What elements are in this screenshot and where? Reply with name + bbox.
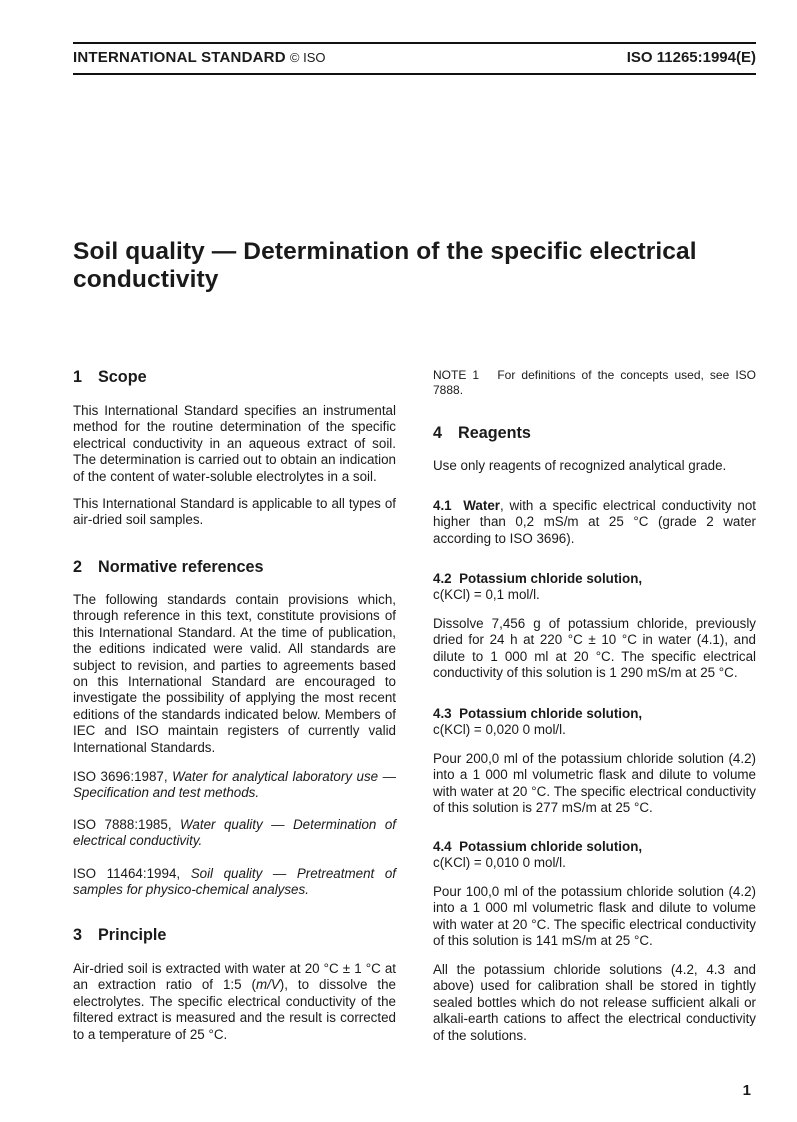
reagent-4-3-text: Pour 200,0 ml of the potassium chloride solution (4.2) into a 1 000 ml volumetric flask and dilute to volume with water at 20 °C. The specific electrical conductivity of this solution is 277 mS/m at 25 °C.	[433, 751, 756, 816]
principle-paragraph: Air-dried soil is extracted with water at 20 °C ± 1 °C at an extraction ratio of 1:5 (m/V), to dissolve the electrolytes. The specific electrical conductivity of the filtered extract is measured and the result is corrected to a temperature of 25 °C.	[73, 961, 396, 1042]
page-header	[73, 49, 756, 71]
reagent-4-4-concentration: c(KCl) = 0,010 0 mol/l.	[433, 855, 566, 870]
reference-item: ISO 3696:1987, Water for analytical laboratory use — Specification and test methods.	[73, 769, 396, 801]
page-number: 1	[742, 1082, 751, 1099]
document-title: Soil quality — Determination of the specific electrical conductivity	[73, 238, 697, 293]
reagent-4-2-heading: 4.2 Potassium chloride solution,	[433, 571, 643, 586]
scope-paragraph-1: This International Standard specifies an instrumental method for the routine determination of the specific electrical conductivity in an aqueous extract of soil. The determination is carried out to obtain an indication of the content of water-soluble electrolytes in a soil.	[73, 403, 396, 484]
reagent-4-3-concentration: c(KCl) = 0,020 0 mol/l.	[433, 722, 566, 737]
section-scope-heading: 1 Scope	[73, 368, 147, 386]
reagents-intro: Use only reagents of recognized analytical grade.	[433, 458, 727, 473]
section-principle-heading: 3 Principle	[73, 926, 167, 944]
section-reagents-heading: 4 Reagents	[433, 424, 531, 442]
header-doc-id: ISO 11265:1994(E)	[626, 49, 756, 66]
normative-paragraph: The following standards contain provisions which, through reference in this text, constitute provisions of this International Standard. At the time of publication, the editions indicated were valid. All standards are subject to revision, and parties to agreements based on this International Standard are encouraged to investigate the possibility of applying the most recent editions of the standards indicated below. Members of IEC and ISO maintain registers of currently valid International Standards.	[73, 592, 396, 755]
reagent-4-2-text: Dissolve 7,456 g of potassium chloride, previously dried for 24 h at 220 °C ± 10 °C in water (4.1), and dilute to 1 000 ml at 20 °C. The specific electrical conductivity of this solution is 1 290 mS/m at 25 °C.	[433, 616, 756, 681]
section-normative-heading: 2 Normative references	[73, 558, 264, 576]
reagent-4-3-heading: 4.3 Potassium chloride solution,	[433, 706, 643, 721]
storage-paragraph: All the potassium chloride solutions (4.2, 4.3 and above) used for calibration shall be stored in tightly sealed bottles which do not release sufficient alkali or alkali-earth cations to affect the electrical conductivity of the solutions.	[433, 962, 756, 1043]
header-bottom-rule	[73, 73, 756, 75]
reference-item: ISO 11464:1994, Soil quality — Pretreatment of samples for physico-chemical analyses.	[73, 866, 396, 898]
header-standard: INTERNATIONAL STANDARD © ISO	[73, 49, 326, 66]
scope-paragraph-2: This International Standard is applicable to all types of air-dried soil samples.	[73, 496, 396, 528]
reagent-4-4-heading: 4.4 Potassium chloride solution,	[433, 839, 643, 854]
header-top-rule	[73, 42, 756, 44]
reference-item: ISO 7888:1985, Water quality — Determination of electrical conductivity.	[73, 817, 396, 849]
reagent-4-1: 4.1 Water, with a specific electrical conductivity not higher than 0,2 mS/m at 25 °C (grade 2 water according to ISO 3696).	[433, 498, 756, 546]
note-1: NOTE 1 For definitions of the concepts used, see ISO 7888.	[433, 368, 756, 397]
reagent-4-4-text: Pour 100,0 ml of the potassium chloride solution (4.2) into a 1 000 ml volumetric flask and dilute to volume with water at 20 °C. The specific electrical conductivity of this solution is 141 mS/m at 25 °C.	[433, 884, 756, 949]
reagent-4-2-concentration: c(KCl) = 0,1 mol/l.	[433, 587, 540, 602]
